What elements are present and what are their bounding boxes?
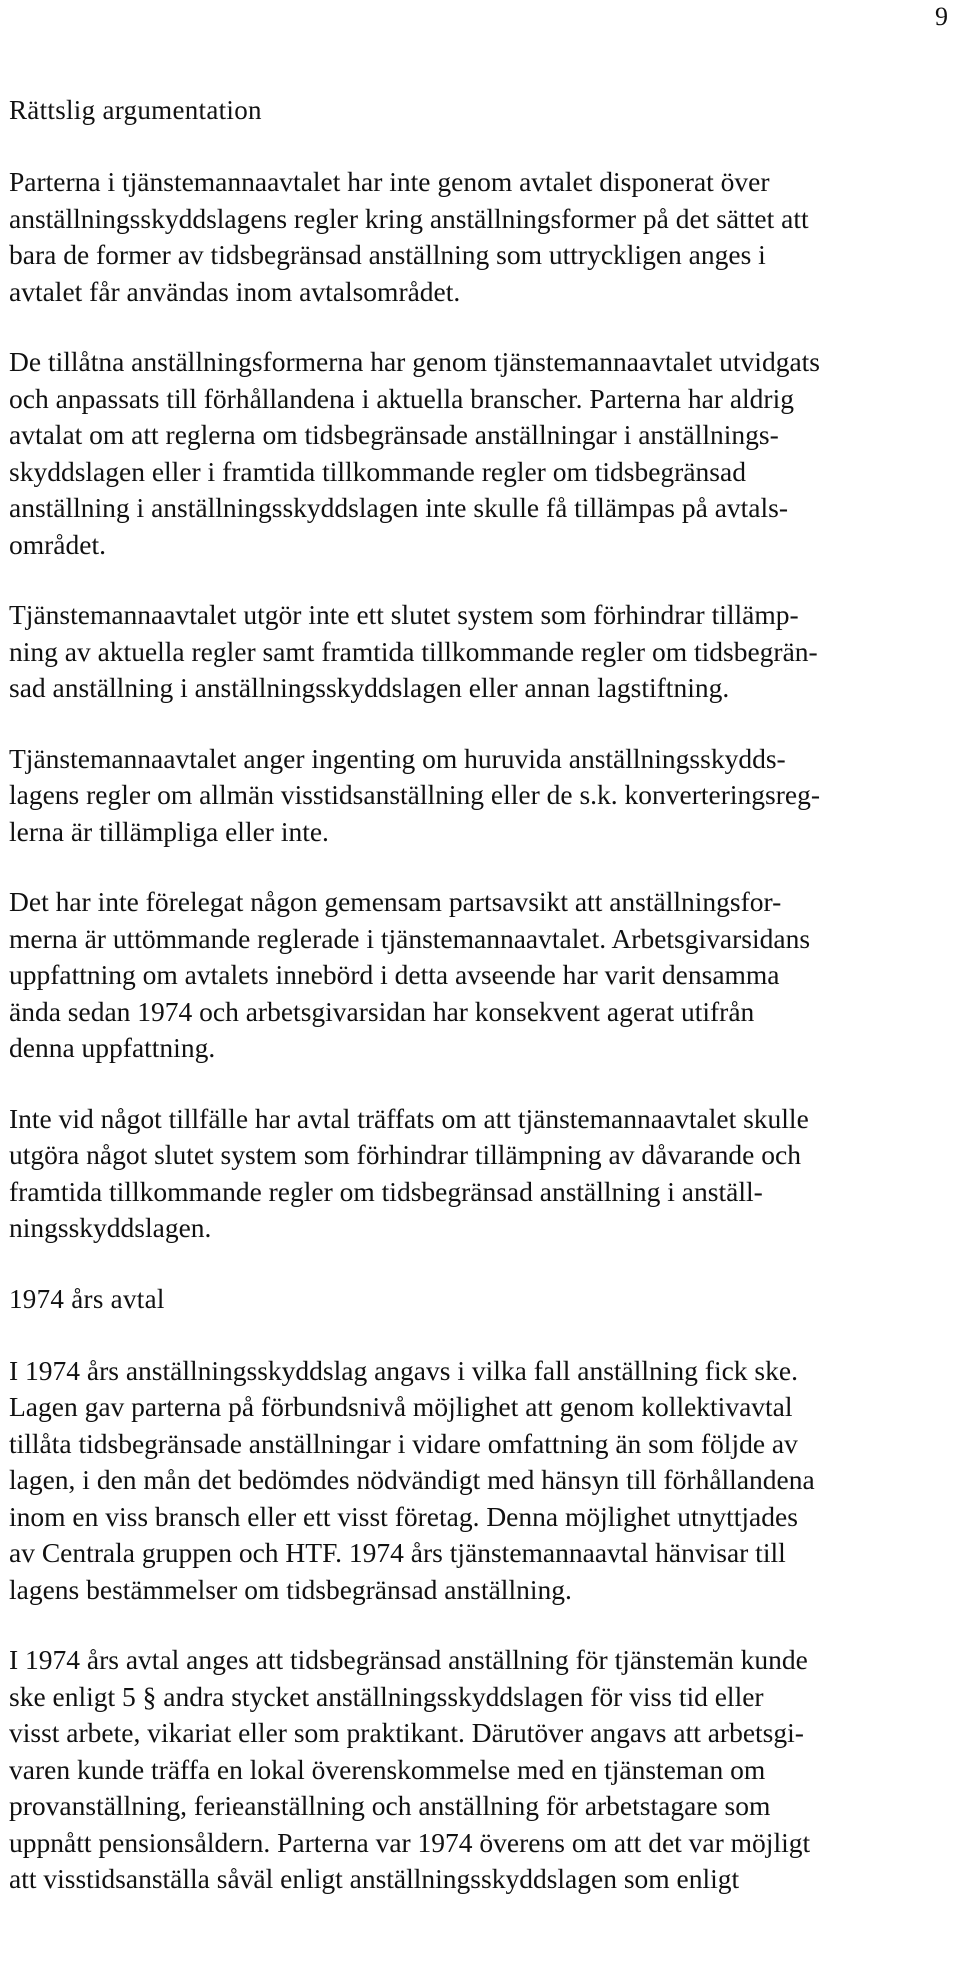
section-heading: 1974 års avtal xyxy=(9,1283,165,1314)
text-line: I 1974 års anställningsskyddslag angavs i vilka fall anställning fick ske. xyxy=(9,1354,798,1386)
text-line: avtalat om att reglerna om tidsbegränsade anställningar i anställnings- xyxy=(9,419,779,450)
text-line: utgöra något slutet system som förhindrar tillämpning av dåvarande och xyxy=(9,1139,801,1170)
paragraph xyxy=(9,597,949,707)
document-body xyxy=(9,92,949,1932)
text-line: och anpassats till förhållandena i aktuella branscher. Parterna har aldrig xyxy=(9,382,794,414)
text-line: ningsskyddslagen. xyxy=(9,1212,212,1243)
paragraph xyxy=(9,1101,949,1247)
section-1974-ars-avtal xyxy=(9,1281,949,1898)
text-line: Inte vid något tillfälle har avtal träffats om att tjänstemannaavtalet skulle xyxy=(9,1102,809,1134)
text-line: avtalet får användas inom avtalsområdet. xyxy=(9,275,461,307)
text-line: ske enligt 5 § andra stycket anställningsskyddslagen för viss tid eller xyxy=(9,1680,764,1712)
text-line: I 1974 års avtal anges att tidsbegränsad anställning för tjänstemän kunde xyxy=(9,1644,808,1675)
text-line: lagens regler om allmän visstidsanställning eller de s.k. konverteringsreg- xyxy=(9,779,821,810)
text-line: denna uppfattning. xyxy=(9,1032,216,1063)
text-line: Tjänstemannaavtalet anger ingenting om huruvida anställningsskydds- xyxy=(9,742,786,774)
text-line: De tillåtna anställningsformerna har genom tjänstemannaavtalet utvidgats xyxy=(9,346,820,377)
section-rattslig-argumentation xyxy=(9,92,949,1247)
text-line: varen kunde träffa en lokal överenskommelse med en tjänsteman om xyxy=(9,1753,766,1785)
paragraph xyxy=(9,1353,949,1609)
text-line: av Centrala gruppen och HTF. 1974 års tjänstemannaavtal hänvisar till xyxy=(9,1537,786,1568)
text-line: Tjänstemannaavtalet utgör inte ett slutet system som förhindrar tillämp- xyxy=(9,599,799,630)
text-line: sad anställning i anställningsskyddslagen eller annan lagstiftning. xyxy=(9,672,730,703)
paragraph xyxy=(9,884,949,1067)
text-line: inom en viss bransch eller ett visst företag. Denna möjlighet utnyttjades xyxy=(9,1500,798,1532)
text-line: merna är uttömmande reglerade i tjänstemannaavtalet. Arbetsgivarsidans xyxy=(9,922,811,954)
text-line: Det har inte förelegat någon gemensam partsavsikt att anställningsfor- xyxy=(9,886,782,917)
text-line: skyddslagen eller i framtida tillkommande regler om tidsbegränsad xyxy=(9,455,746,487)
paragraph xyxy=(9,741,949,851)
section-heading: Rättslig argumentation xyxy=(9,95,262,125)
text-line: lagen, i den mån det bedömdes nödvändigt med hänsyn till förhållandena xyxy=(9,1464,815,1495)
text-line: framtida tillkommande regler om tidsbegränsad anställning i anställ- xyxy=(9,1175,763,1207)
text-line: bara de former av tidsbegränsad anställning som uttryckligen anges i xyxy=(9,239,766,270)
text-line: uppnått pensionsåldern. Parterna var 1974 överens om att det var möjligt xyxy=(9,1826,811,1858)
text-line: området. xyxy=(9,528,106,560)
text-line: ning av aktuella regler samt framtida tillkommande regler om tidsbegrän- xyxy=(9,635,818,667)
text-line: lerna är tillämpliga eller inte. xyxy=(9,815,329,847)
text-line: anställning i anställningsskyddslagen inte skulle få tillämpas på avtals- xyxy=(9,492,789,523)
text-line: tillåta tidsbegränsade anställningar i vidare omfattning än som följde av xyxy=(9,1427,798,1459)
text-line: anställningsskyddslagens regler kring anställningsformer på det sättet att xyxy=(9,202,809,234)
paragraph xyxy=(9,164,949,310)
text-line: ända sedan 1974 och arbetsgivarsidan har konsekvent agerat utifrån xyxy=(9,995,755,1027)
text-line: uppfattning om avtalets innebörd i detta avseende har varit densamma xyxy=(9,959,780,990)
paragraph xyxy=(9,1642,949,1898)
text-line: Lagen gav parterna på förbundsnivå möjlighet att genom kollektivavtal xyxy=(9,1391,793,1422)
text-line: visst arbete, vikariat eller som praktikant. Därutöver angavs att arbetsgi- xyxy=(9,1717,804,1748)
text-line: provanställning, ferieanställning och anställning för arbetstagare som xyxy=(9,1790,771,1821)
text-line: lagens bestämmelser om tidsbegränsad anställning. xyxy=(9,1573,572,1605)
page-number: 9 xyxy=(935,2,948,31)
text-line: Parterna i tjänstemannaavtalet har inte genom avtalet disponerat över xyxy=(9,166,770,197)
text-line: att visstidsanställa såväl enligt anställningsskyddslagen som enligt xyxy=(9,1863,740,1894)
paragraph xyxy=(9,344,949,563)
